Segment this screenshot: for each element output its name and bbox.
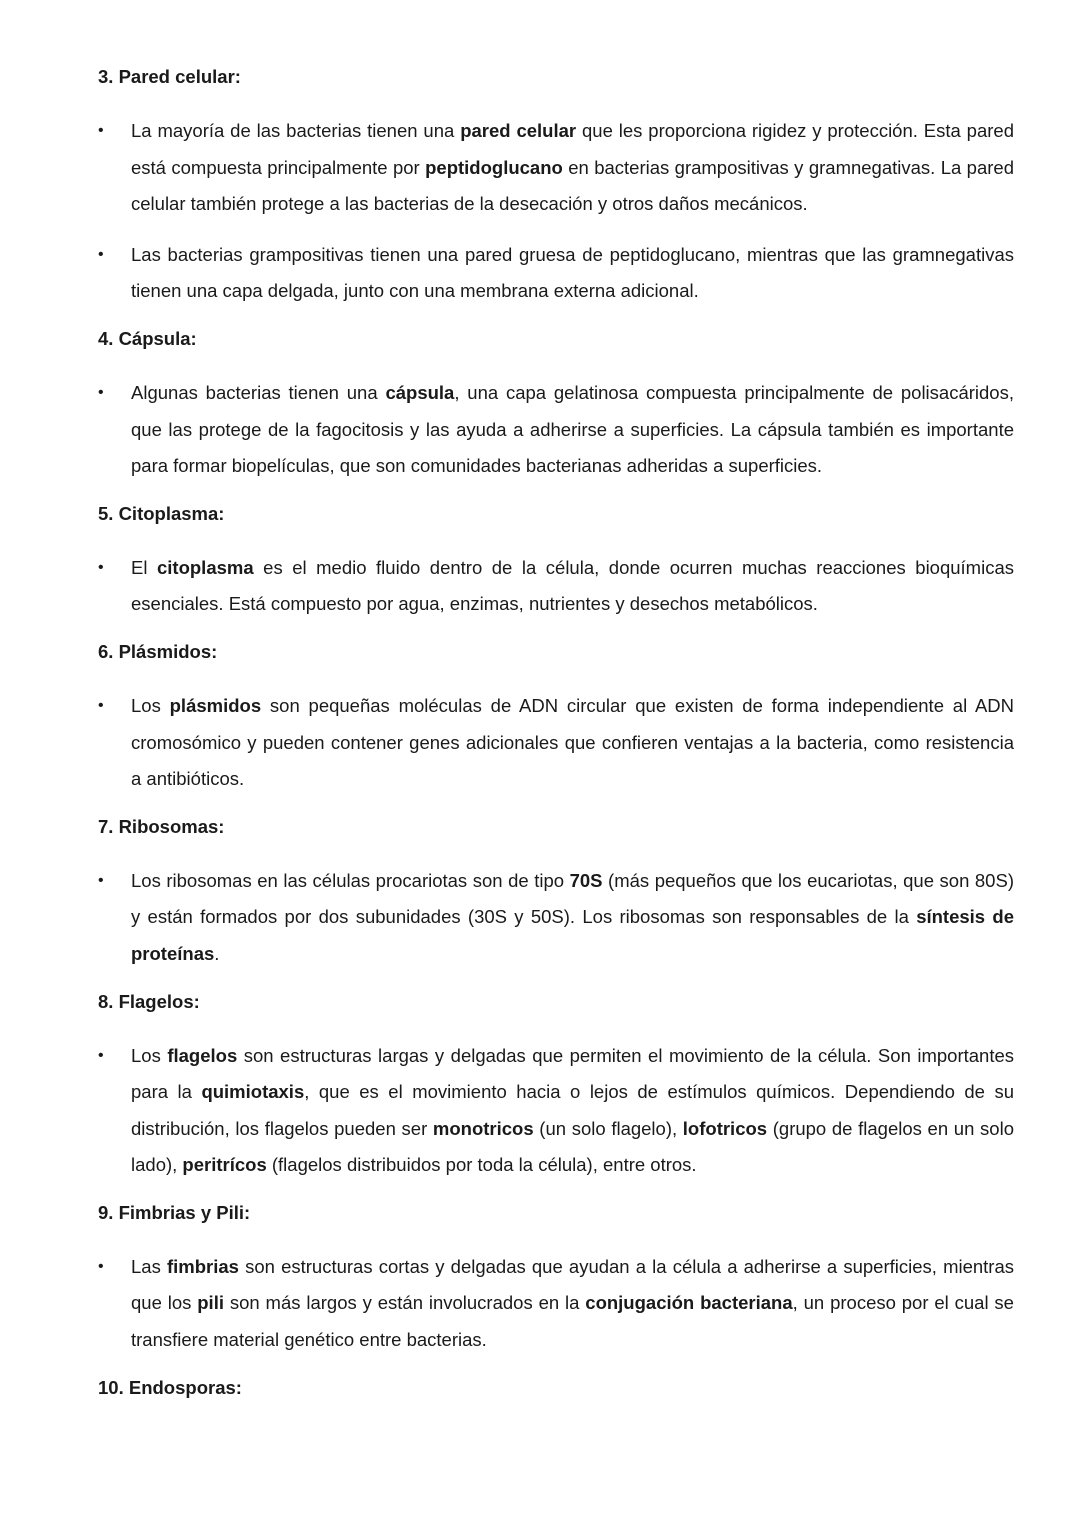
text-segment: son más largos y están involucrados en la: [223, 1292, 586, 1314]
section-heading: 7. Ribosomas:: [98, 815, 225, 837]
bullet-icon: •: [98, 871, 104, 889]
bold-term: 70S: [569, 869, 603, 891]
text-segment: son estructuras largas y delgadas que permiten el movimiento de la célula. Son importantes para la: [131, 1044, 1014, 1103]
bullet-paragraph: [98, 550, 1014, 623]
bold-term: citoplasma: [156, 556, 254, 578]
text-segment: Los: [131, 694, 170, 716]
section-heading: 3. Pared celular:: [98, 66, 241, 87]
bold-term: cápsula: [385, 381, 455, 403]
bold-term: monotricos: [432, 1117, 534, 1139]
bullet-icon: •: [98, 1046, 104, 1064]
text-segment: Las bacterias grampositivas tienen una pared gruesa de peptidoglucano, mientras que las gramnegativas tienen una capa delgada, junto con una membrana externa adicional.: [131, 243, 1014, 302]
text-segment: Algunas bacterias tienen una: [131, 381, 386, 403]
section-heading: 8. Flagelos:: [98, 990, 200, 1012]
text-segment: Las: [131, 1255, 167, 1277]
section-heading: 9. Fimbrias y Pili:: [98, 1201, 251, 1223]
bullet-paragraph: [98, 113, 1014, 223]
text-segment: .: [214, 942, 220, 964]
bullet-icon: •: [98, 696, 104, 714]
text-segment: , un proceso por el cual se transfiere material genético entre bacterias.: [131, 1292, 1014, 1351]
text-segment: (grupo de flagelos en un solo lado),: [131, 1117, 1014, 1176]
text-segment: La mayoría de las bacterias tienen una: [131, 120, 461, 141]
text-segment: son estructuras cortas y delgadas que ayudan a la célula a adherirse a superficies, mientras que los: [131, 1255, 1015, 1314]
bold-term: plásmidos: [169, 694, 262, 716]
bold-term: fimbrias: [166, 1255, 239, 1277]
section-heading: 4. Cápsula:: [98, 327, 197, 349]
bullet-paragraph: [98, 237, 1014, 310]
section-heading: 5. Citoplasma:: [98, 502, 225, 524]
bold-term: pared celular: [460, 120, 577, 141]
bold-term: peritrícos: [182, 1154, 267, 1176]
bullet-icon: •: [98, 383, 104, 401]
bullet-paragraph: [98, 375, 1014, 485]
text-segment: El: [131, 556, 157, 578]
text-segment: , que es el movimiento hacia o lejos de estímulos químicos. Dependiendo de su distribución, los flagelos pueden ser: [131, 1081, 1014, 1139]
section-heading: 10. Endosporas:: [98, 1376, 242, 1398]
text-segment: son pequeñas moléculas de ADN circular que existen de forma independiente al ADN cromosómico y pueden contener genes adicionales que confieren ventajas a la bacteria, como resistencia a antibióticos.: [131, 694, 1015, 790]
text-segment: es el medio fluido dentro de la célula, donde ocurren muchas reacciones bioquímicas esenciales. Está compuesto por agua, enzimas, nutrientes y desechos metabólicos.: [131, 556, 1014, 615]
bullet-paragraph: [98, 1038, 1014, 1184]
text-segment: (flagelos distribuidos por toda la célula), entre otros.: [266, 1154, 697, 1176]
bold-term: síntesis de proteínas: [131, 906, 1014, 964]
bold-term: conjugación bacteriana: [585, 1292, 793, 1314]
bullet-icon: •: [98, 1257, 104, 1275]
bullet-icon: •: [98, 558, 104, 576]
text-segment: (más pequeños que los eucariotas, que son 80S) y están formados por dos subunidades (30S y 50S). Los ribosomas son responsables de la: [131, 869, 1014, 928]
text-segment: , una capa gelatinosa compuesta principalmente de polisacáridos, que las protege de la fagocitosis y las ayuda a adherirse a superficies. La cápsula también es importante para formar biopelículas, que son comunidades bacterianas adheridas a superficies.: [131, 381, 1014, 477]
text-segment: en bacterias grampositivas y gramnegativas. La pared celular también protege a las bacterias de la desecación y otros daños mecánicos.: [131, 156, 1015, 215]
text-segment: (un solo flagelo),: [533, 1117, 683, 1139]
bullet-paragraph: [98, 688, 1014, 798]
bold-term: lofotricos: [682, 1117, 768, 1139]
bold-term: pili: [197, 1292, 224, 1314]
bullet-icon: •: [98, 245, 104, 263]
bold-term: peptidoglucano: [425, 156, 563, 178]
text-segment: Los ribosomas en las células procariotas son de tipo: [131, 869, 570, 891]
bullet-icon: •: [98, 122, 104, 139]
bullet-paragraph: [98, 1249, 1014, 1359]
bullet-paragraph: [98, 863, 1014, 973]
bold-term: quimiotaxis: [201, 1081, 305, 1103]
document-body: [98, 62, 1014, 1424]
bold-term: flagelos: [167, 1044, 238, 1066]
text-segment: Los: [131, 1044, 168, 1066]
text-segment: que les proporciona rigidez y protección. Esta pared está compuesta principalmente por: [131, 120, 1014, 178]
section-heading: 6. Plásmidos:: [98, 640, 218, 662]
